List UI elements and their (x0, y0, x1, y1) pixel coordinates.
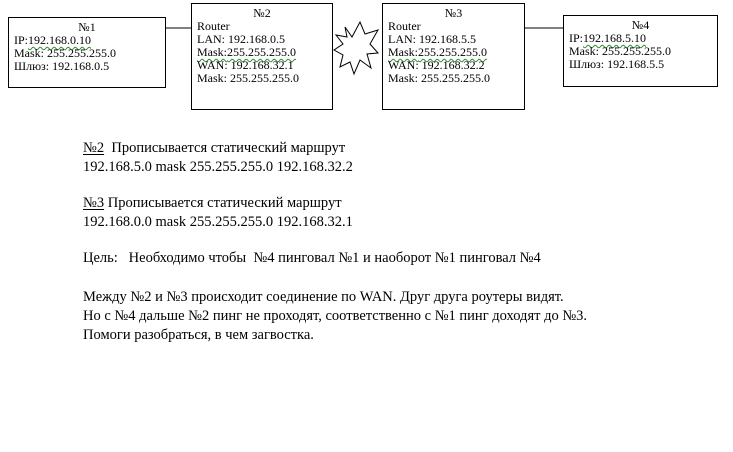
route-n2-command: 192.168.5.0 mask 255.255.255.0 192.168.32.2 (83, 159, 353, 175)
node-1-ip-label: IP: (14, 33, 29, 47)
node-4-mask: Mask: 255.255.255.0 (569, 44, 671, 58)
node-3-lan: LAN: 192.168.5.5 (388, 32, 476, 46)
node-4-box (563, 15, 718, 87)
route-n3-heading-text: Прописывается статический маршрут (104, 195, 342, 211)
node-2-router-box (191, 3, 333, 110)
node-3-mask-label: Mask: (388, 45, 418, 59)
node-1-gateway: Шлюз: 192.168.0.5 (14, 59, 110, 73)
route-n2-heading (83, 139, 353, 158)
route-n3-number: №3 (83, 195, 105, 211)
node-2-wan: WAN: 192.168.32.1 (197, 58, 294, 72)
route-n3-block (83, 194, 353, 232)
problem-block (83, 288, 587, 345)
problem-line-2: Но с №4 дальше №2 пинг не проходят, соответственно с №1 пинг доходят до №3. (83, 308, 588, 324)
route-n3-command: 192.168.0.0 mask 255.255.255.0 192.168.32.1 (83, 214, 353, 230)
node-3-wan-mask: Mask: 255.255.255.0 (388, 71, 490, 85)
node-4-ip-value: 192.168.5.10 (583, 31, 647, 45)
goal-text: Цель: Необходимо чтобы №4 пинговал №1 и наоборот №1 пинговал №4 (83, 250, 541, 266)
route-n2-number: №2 (83, 140, 105, 156)
route-n2-heading-text: Прописывается статический маршрут (104, 140, 346, 156)
route-n2-block (83, 139, 353, 177)
node-3-title: №3 (444, 6, 463, 20)
node-2-mask-label: Mask: (197, 45, 227, 59)
problem-line-3: Помоги разобраться, в чем загвостка. (83, 327, 314, 343)
node-1-ip-value: 192.168.0.10 (28, 33, 92, 47)
node-1-mask: Mask: 255.255.255.0 (14, 46, 116, 60)
problem-line-1: Между №2 и №3 происходит соединение по WAN. Друг друга роутеры видят. (83, 289, 564, 305)
node-3-lan-mask-value: 255.255.255.0 (418, 45, 487, 59)
goal-block (83, 249, 541, 268)
node-2-lan-mask-value: 255.255.255.0 (227, 45, 296, 59)
node-2-type: Router (197, 19, 230, 33)
node-4-title: №4 (631, 18, 650, 32)
node-2-lan: LAN: 192.168.0.5 (197, 32, 285, 46)
node-3-router-box (382, 3, 525, 110)
node-3-wan: WAN: 192.168.32.2 (388, 58, 485, 72)
wan-burst-icon (334, 22, 378, 74)
node-4-gateway: Шлюз: 192.168.5.5 (569, 57, 665, 71)
node-1-title: №1 (78, 20, 96, 34)
node-2-title: №2 (253, 6, 271, 20)
node-3-type: Router (388, 19, 421, 33)
node-4-ip-label: IP: (569, 31, 584, 45)
route-n3-heading (83, 194, 353, 213)
node-2-wan-mask: Mask: 255.255.255.0 (197, 71, 299, 85)
node-1-box (8, 17, 166, 88)
